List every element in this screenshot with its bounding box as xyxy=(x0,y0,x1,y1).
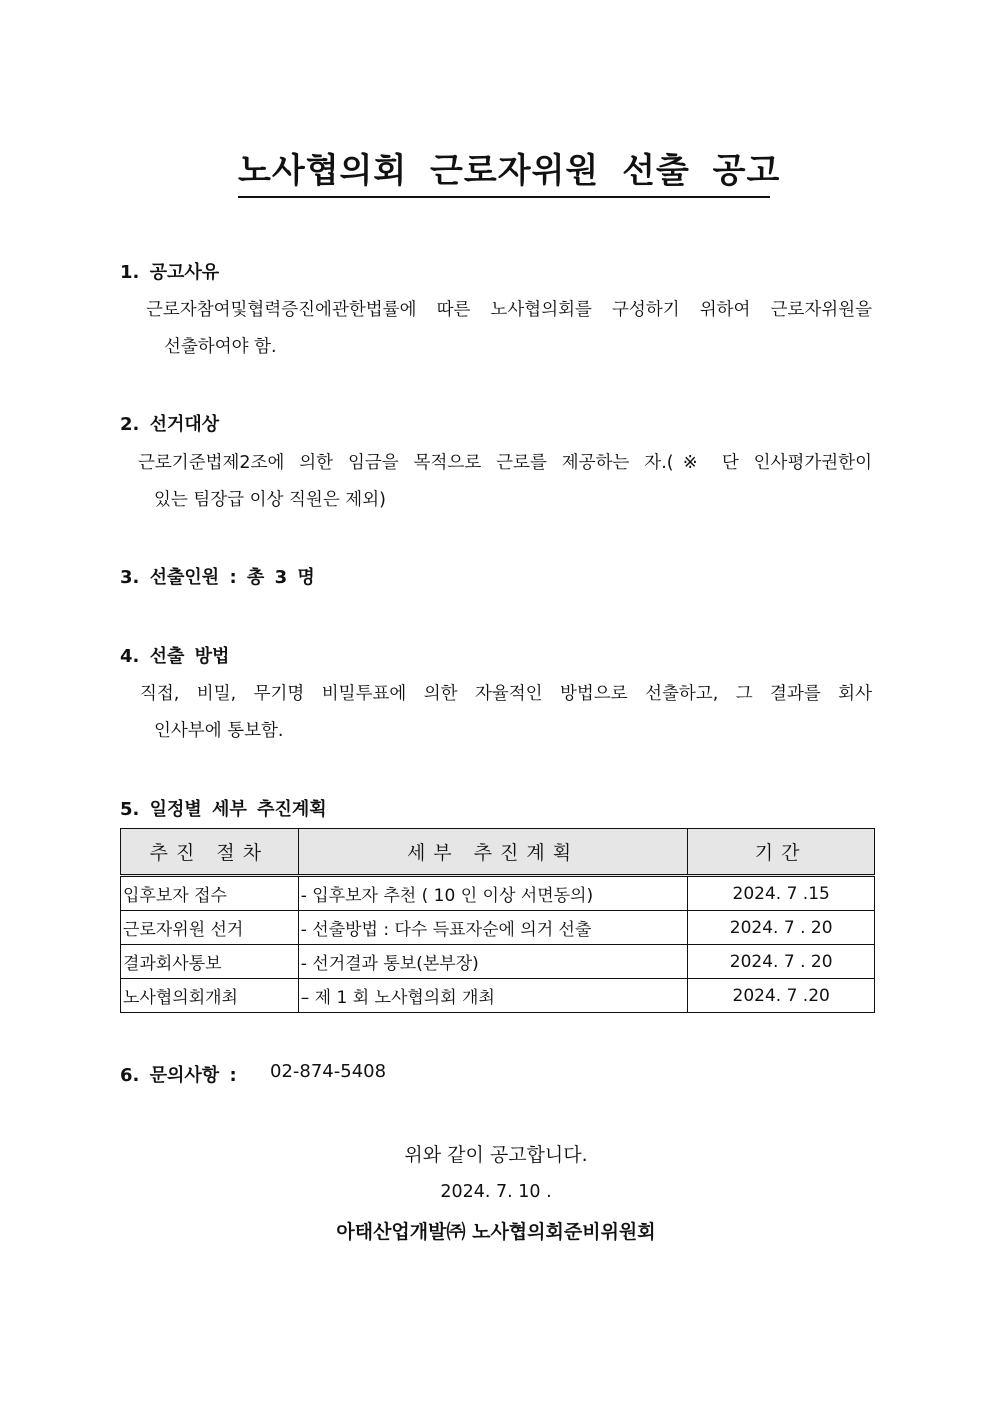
cell-period: 2024. 7 .15 xyxy=(688,876,875,911)
cell-period: 2024. 7 . 20 xyxy=(688,945,875,979)
table-row xyxy=(121,945,875,979)
section-heading-target: 2. 선거대상 xyxy=(120,414,220,435)
section-heading-schedule: 5. 일정별 세부 추진계획 xyxy=(120,799,327,820)
cell-step: 입후보자 접수 xyxy=(121,876,299,911)
table-header-row xyxy=(121,829,875,876)
header-detail: 세부 추진계획 xyxy=(298,829,688,876)
cell-step: 근로자위원 선거 xyxy=(121,911,299,945)
method-text-line-1: 직접, 비밀, 무기명 비밀투표에 의한 자율적인 방법으로 선출하고, 그 결과를 회사 xyxy=(140,684,872,704)
section-heading-method: 4. 선출 방법 xyxy=(120,646,230,667)
target-text-line-1: 근로기준법제2조에 의한 임금을 목적으로 근로를 제공하는 자.(※ 단 인사평가권한이 xyxy=(138,453,872,473)
cell-period: 2024. 7 .20 xyxy=(688,979,875,1013)
contact-phone: 02-874-5408 xyxy=(270,1061,387,1082)
table-row xyxy=(121,979,875,1013)
cell-step: 노사협의회개최 xyxy=(121,979,299,1013)
reason-text-line-2: 선출하여야 함. xyxy=(164,337,277,357)
cell-detail: – 제 1 회 노사협의회 개최 xyxy=(298,979,688,1013)
reason-text-line-1: 근로자참여및협력증진에관한법률에 따른 노사협의회를 구성하기 위하여 근로자위원을 xyxy=(146,300,872,320)
closing-statement: 위와 같이 공고합니다. xyxy=(404,1144,588,1166)
schedule-table xyxy=(120,828,875,1013)
method-text-line-2: 인사부에 통보함. xyxy=(154,721,284,741)
cell-step: 결과회사통보 xyxy=(121,945,299,979)
cell-detail: - 선거결과 통보(본부장) xyxy=(298,945,688,979)
section-heading-headcount: 3. 선출인원 : 총 3 명 xyxy=(120,567,315,588)
section-heading-contact: 6. 문의사항 : xyxy=(120,1065,237,1086)
header-step: 추진 절차 xyxy=(121,829,299,876)
cell-period: 2024. 7 . 20 xyxy=(688,911,875,945)
table-row xyxy=(121,876,875,911)
page-title: 노사협의회 근로자위원 선출 공고 xyxy=(238,148,770,198)
announcement-date: 2024. 7. 10 . xyxy=(440,1182,552,1202)
issuer-name: 아태산업개발㈜ 노사협의회준비위원회 xyxy=(336,1221,656,1243)
target-text-line-2: 있는 팀장급 이상 직원은 제외) xyxy=(154,490,386,510)
cell-detail: - 선출방법 : 다수 득표자순에 의거 선출 xyxy=(298,911,688,945)
header-period: 기간 xyxy=(688,829,875,876)
section-heading-reason: 1. 공고사유 xyxy=(120,262,220,283)
cell-detail: - 입후보자 추천 ( 10 인 이상 서면동의) xyxy=(298,876,688,911)
table-row xyxy=(121,911,875,945)
